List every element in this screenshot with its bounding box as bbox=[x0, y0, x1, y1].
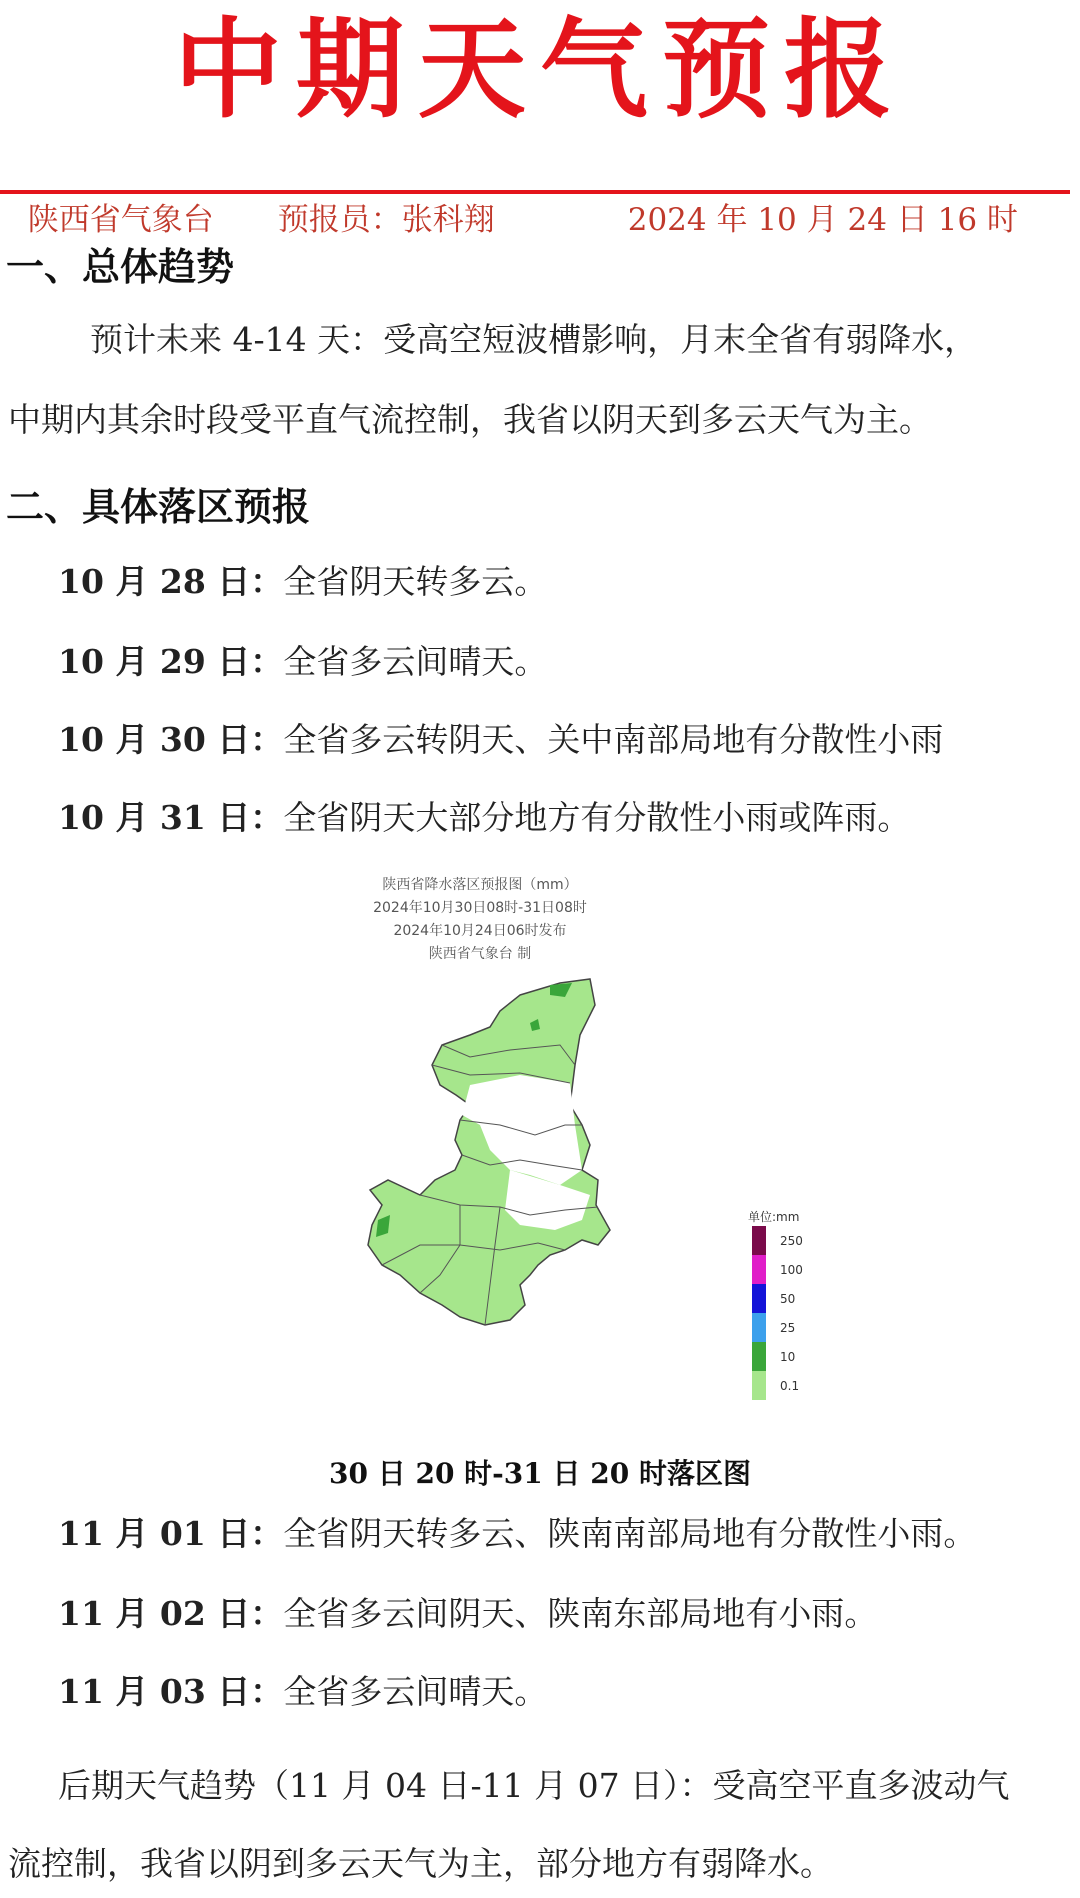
legend-unit: 单位:mm bbox=[748, 1210, 800, 1224]
legend-item bbox=[752, 1255, 803, 1284]
legend-label: 0.1 bbox=[780, 1378, 800, 1393]
legend-item bbox=[752, 1313, 803, 1342]
precipitation-map bbox=[360, 975, 680, 1415]
legend-item bbox=[752, 1371, 803, 1400]
legend-item bbox=[752, 1342, 803, 1371]
day-forecast bbox=[58, 1588, 877, 1635]
day-date: 11 月 01 日： bbox=[58, 1514, 284, 1553]
day-text: 全省多云间晴天。 bbox=[283, 1672, 548, 1711]
later-trend-line-1: 后期天气趋势（11 月 04 日-11 月 07 日）：受高空平直多波动气 bbox=[58, 1766, 1010, 1805]
map-title-block bbox=[330, 874, 630, 966]
day-date: 10 月 28 日： bbox=[58, 562, 284, 601]
legend-label: 100 bbox=[780, 1262, 803, 1277]
forecaster: 预报员：张科翔 bbox=[277, 202, 495, 238]
issue-time-line bbox=[608, 158, 1018, 239]
map-period: 2024年10月30日08时-31日08时 bbox=[373, 900, 587, 916]
day-date: 10 月 29 日： bbox=[58, 642, 284, 681]
legend-swatch bbox=[752, 1342, 766, 1371]
day-text: 全省阴天转多云、陕南南部局地有分散性小雨。 bbox=[283, 1514, 977, 1553]
map-issued: 2024年10月24日06时发布 bbox=[393, 923, 567, 939]
legend-label: 250 bbox=[780, 1233, 803, 1248]
legend-swatch bbox=[752, 1313, 766, 1342]
legend-swatch bbox=[752, 1371, 766, 1400]
day-text: 全省多云间晴天。 bbox=[283, 642, 548, 681]
day-text: 全省阴天转多云。 bbox=[283, 562, 548, 601]
map-caption: 30 日 20 时-31 日 20 时落区图 bbox=[329, 1457, 751, 1490]
legend-swatch bbox=[752, 1284, 766, 1313]
agency: 陕西省气象台 bbox=[27, 202, 214, 238]
legend-label: 25 bbox=[780, 1320, 796, 1335]
overall-line-1: 预计未来 4-14 天：受高空短波槽影响，月末全省有弱降水， bbox=[90, 320, 978, 359]
day-forecast bbox=[58, 1666, 547, 1713]
legend-swatch bbox=[752, 1226, 766, 1255]
report-title: 中期天气预报 bbox=[173, 8, 906, 133]
section-heading-overall: 一、总体趋势 bbox=[6, 245, 235, 289]
day-date: 10 月 31 日： bbox=[58, 798, 284, 837]
overall-line-2: 中期内其余时段受平直气流控制，我省以阴天到多云天气为主。 bbox=[8, 400, 932, 439]
day-text: 全省多云转阴天、关中南部局地有分散性小雨 bbox=[283, 720, 944, 759]
day-date: 11 月 02 日： bbox=[58, 1594, 284, 1633]
forecaster-line bbox=[258, 158, 495, 239]
map-title: 陕西省降水落区预报图（mm） bbox=[382, 877, 578, 893]
section-heading-detail: 二、具体落区预报 bbox=[6, 485, 311, 529]
legend-item bbox=[752, 1226, 803, 1255]
header-divider bbox=[0, 190, 1070, 194]
precipitation-legend bbox=[752, 1226, 803, 1400]
day-text: 全省阴天大部分地方有分散性小雨或阵雨。 bbox=[283, 798, 911, 837]
day-date: 11 月 03 日： bbox=[58, 1672, 284, 1711]
day-forecast bbox=[58, 636, 547, 683]
day-forecast bbox=[58, 792, 910, 839]
day-forecast bbox=[58, 1508, 976, 1555]
legend-item bbox=[752, 1284, 803, 1313]
legend-label: 10 bbox=[780, 1349, 796, 1364]
day-forecast bbox=[58, 556, 547, 603]
issue-time: 2024 年 10 月 24 日 16 时 bbox=[627, 202, 1018, 238]
day-forecast bbox=[58, 714, 943, 761]
legend-swatch bbox=[752, 1255, 766, 1284]
day-date: 10 月 30 日： bbox=[58, 720, 284, 759]
later-trend-line-2: 流控制，我省以阴到多云天气为主，部分地方有弱降水。 bbox=[8, 1844, 833, 1883]
legend-label: 50 bbox=[780, 1291, 796, 1306]
day-text: 全省多云间阴天、陕南东部局地有小雨。 bbox=[283, 1594, 878, 1633]
map-producer: 陕西省气象台 制 bbox=[428, 946, 532, 962]
report-meta-line bbox=[8, 158, 214, 239]
